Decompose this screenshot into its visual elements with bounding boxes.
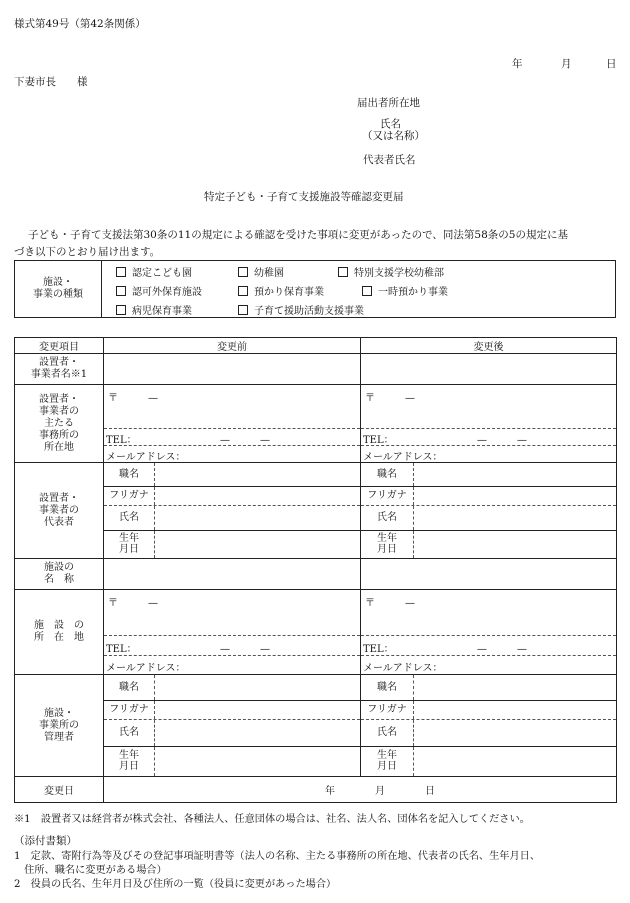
applicant-rep-label: 代表者氏名 <box>363 154 416 166</box>
addressee: 下妻市長 様 <box>14 76 88 88</box>
date-year: 年 <box>512 58 523 70</box>
checkbox[interactable] <box>238 286 248 296</box>
header-item: 変更項目 <box>15 338 104 354</box>
representative-after[interactable]: 職名 フリガナ 氏名 生年 月日 <box>361 463 617 559</box>
facility-name-before[interactable] <box>104 559 361 590</box>
setter-name-after[interactable] <box>361 354 617 385</box>
body-line-2: づき以下のとおり届け出ます。 <box>14 246 161 258</box>
setter-name-before[interactable] <box>104 354 361 385</box>
row-representative-label: 設置者・ 事業者の 代表者 <box>15 463 104 559</box>
checkbox[interactable] <box>362 286 372 296</box>
row-facility-address-label: 施 設 の 所 在 地 <box>15 590 104 675</box>
facility-address-before[interactable]: 〒 — TEL： — — メールアドレス： <box>104 590 361 675</box>
row-facility-name-label: 施設の 名 称 <box>15 559 104 590</box>
option-azukari[interactable]: 預かり保育事業 <box>238 283 324 298</box>
option-kosodate[interactable]: 子育て援助活動支援事業 <box>238 302 364 317</box>
row-setter-name-label: 設置者・ 事業者名※1 <box>15 354 104 385</box>
header-after: 変更後 <box>361 338 617 354</box>
option-youchien[interactable]: 幼稚園 <box>238 264 284 279</box>
facility-name-after[interactable] <box>361 559 617 590</box>
option-ichiji[interactable]: 一時預かり事業 <box>362 283 448 298</box>
form-number: 様式第49号（第42条関係） <box>14 18 146 30</box>
applicant-name-label: 氏名 <box>380 118 401 130</box>
checkbox[interactable] <box>116 286 126 296</box>
change-table <box>14 337 617 803</box>
office-address-before[interactable]: 〒 — TEL： — — メールアドレス： <box>104 385 361 463</box>
manager-after[interactable]: 職名 フリガナ 氏名 生年 月日 <box>361 675 617 777</box>
option-nintei[interactable]: 認定こども園 <box>116 264 192 279</box>
office-address-after[interactable]: 〒 — TEL： — — メールアドレス： <box>361 385 617 463</box>
attachments-title: （添付書類） <box>14 835 77 847</box>
row-manager-label: 施設・ 事業所の 管理者 <box>15 675 104 777</box>
row-office-address-label: 設置者・ 事業者の 主たる 事務所の 所在地 <box>15 385 104 463</box>
header-before: 変更前 <box>104 338 361 354</box>
type-label-2: 事業の種類 <box>33 289 83 300</box>
note-1: ※1 設置者又は経営者が株式会社、各種法人、任意団体の場合は、社名、法人名、団体名を記入してください。 <box>14 814 530 825</box>
manager-before[interactable]: 職名 フリガナ 氏名 生年 月日 <box>104 675 361 777</box>
document-title: 特定子ども・子育て支援施設等確認変更届 <box>204 191 404 203</box>
date-day: 日 <box>606 58 617 70</box>
checkbox[interactable] <box>116 305 126 315</box>
option-ninkagai[interactable]: 認可外保育施設 <box>116 283 202 298</box>
option-tokubetsu[interactable]: 特別支援学校幼稚部 <box>338 264 444 279</box>
checkbox[interactable] <box>116 267 126 277</box>
type-label-cell <box>15 261 102 318</box>
checkbox[interactable] <box>238 267 248 277</box>
row-change-date-label: 変更日 <box>15 777 104 803</box>
checkbox[interactable] <box>338 267 348 277</box>
type-label-1: 施設・ <box>43 277 73 288</box>
attachment-1-line-2: 住所、職名に変更がある場合） <box>14 865 167 876</box>
option-byouji[interactable]: 病児保育事業 <box>116 302 192 317</box>
representative-before[interactable]: 職名 フリガナ 氏名 生年 月日 <box>104 463 361 559</box>
date-month: 月 <box>561 58 572 70</box>
attachment-2: 2 役員の氏名、生年月日及び住所の一覧（役員に変更があった場合） <box>14 879 337 890</box>
body-line-1: 子ども・子育て支援法第30条の11の規定による確認を受けた事項に変更があったので、同法第58条の5の規定に基 <box>28 229 568 241</box>
applicant-name-sub: （又は名称） <box>362 130 425 142</box>
attachment-1-line-1: 1 定款、寄附行為等及びその登記事項証明書等（法人の名称、主たる事務所の所在地、代表者の氏名、生年月日、 <box>14 851 541 862</box>
change-date-value[interactable]: 年 月 日 <box>104 777 617 803</box>
checkbox[interactable] <box>238 305 248 315</box>
type-options-cell <box>102 261 616 318</box>
facility-type-table <box>14 260 616 318</box>
facility-address-after[interactable]: 〒 — TEL： — — メールアドレス： <box>361 590 617 675</box>
applicant-address-label: 届出者所在地 <box>357 97 420 109</box>
